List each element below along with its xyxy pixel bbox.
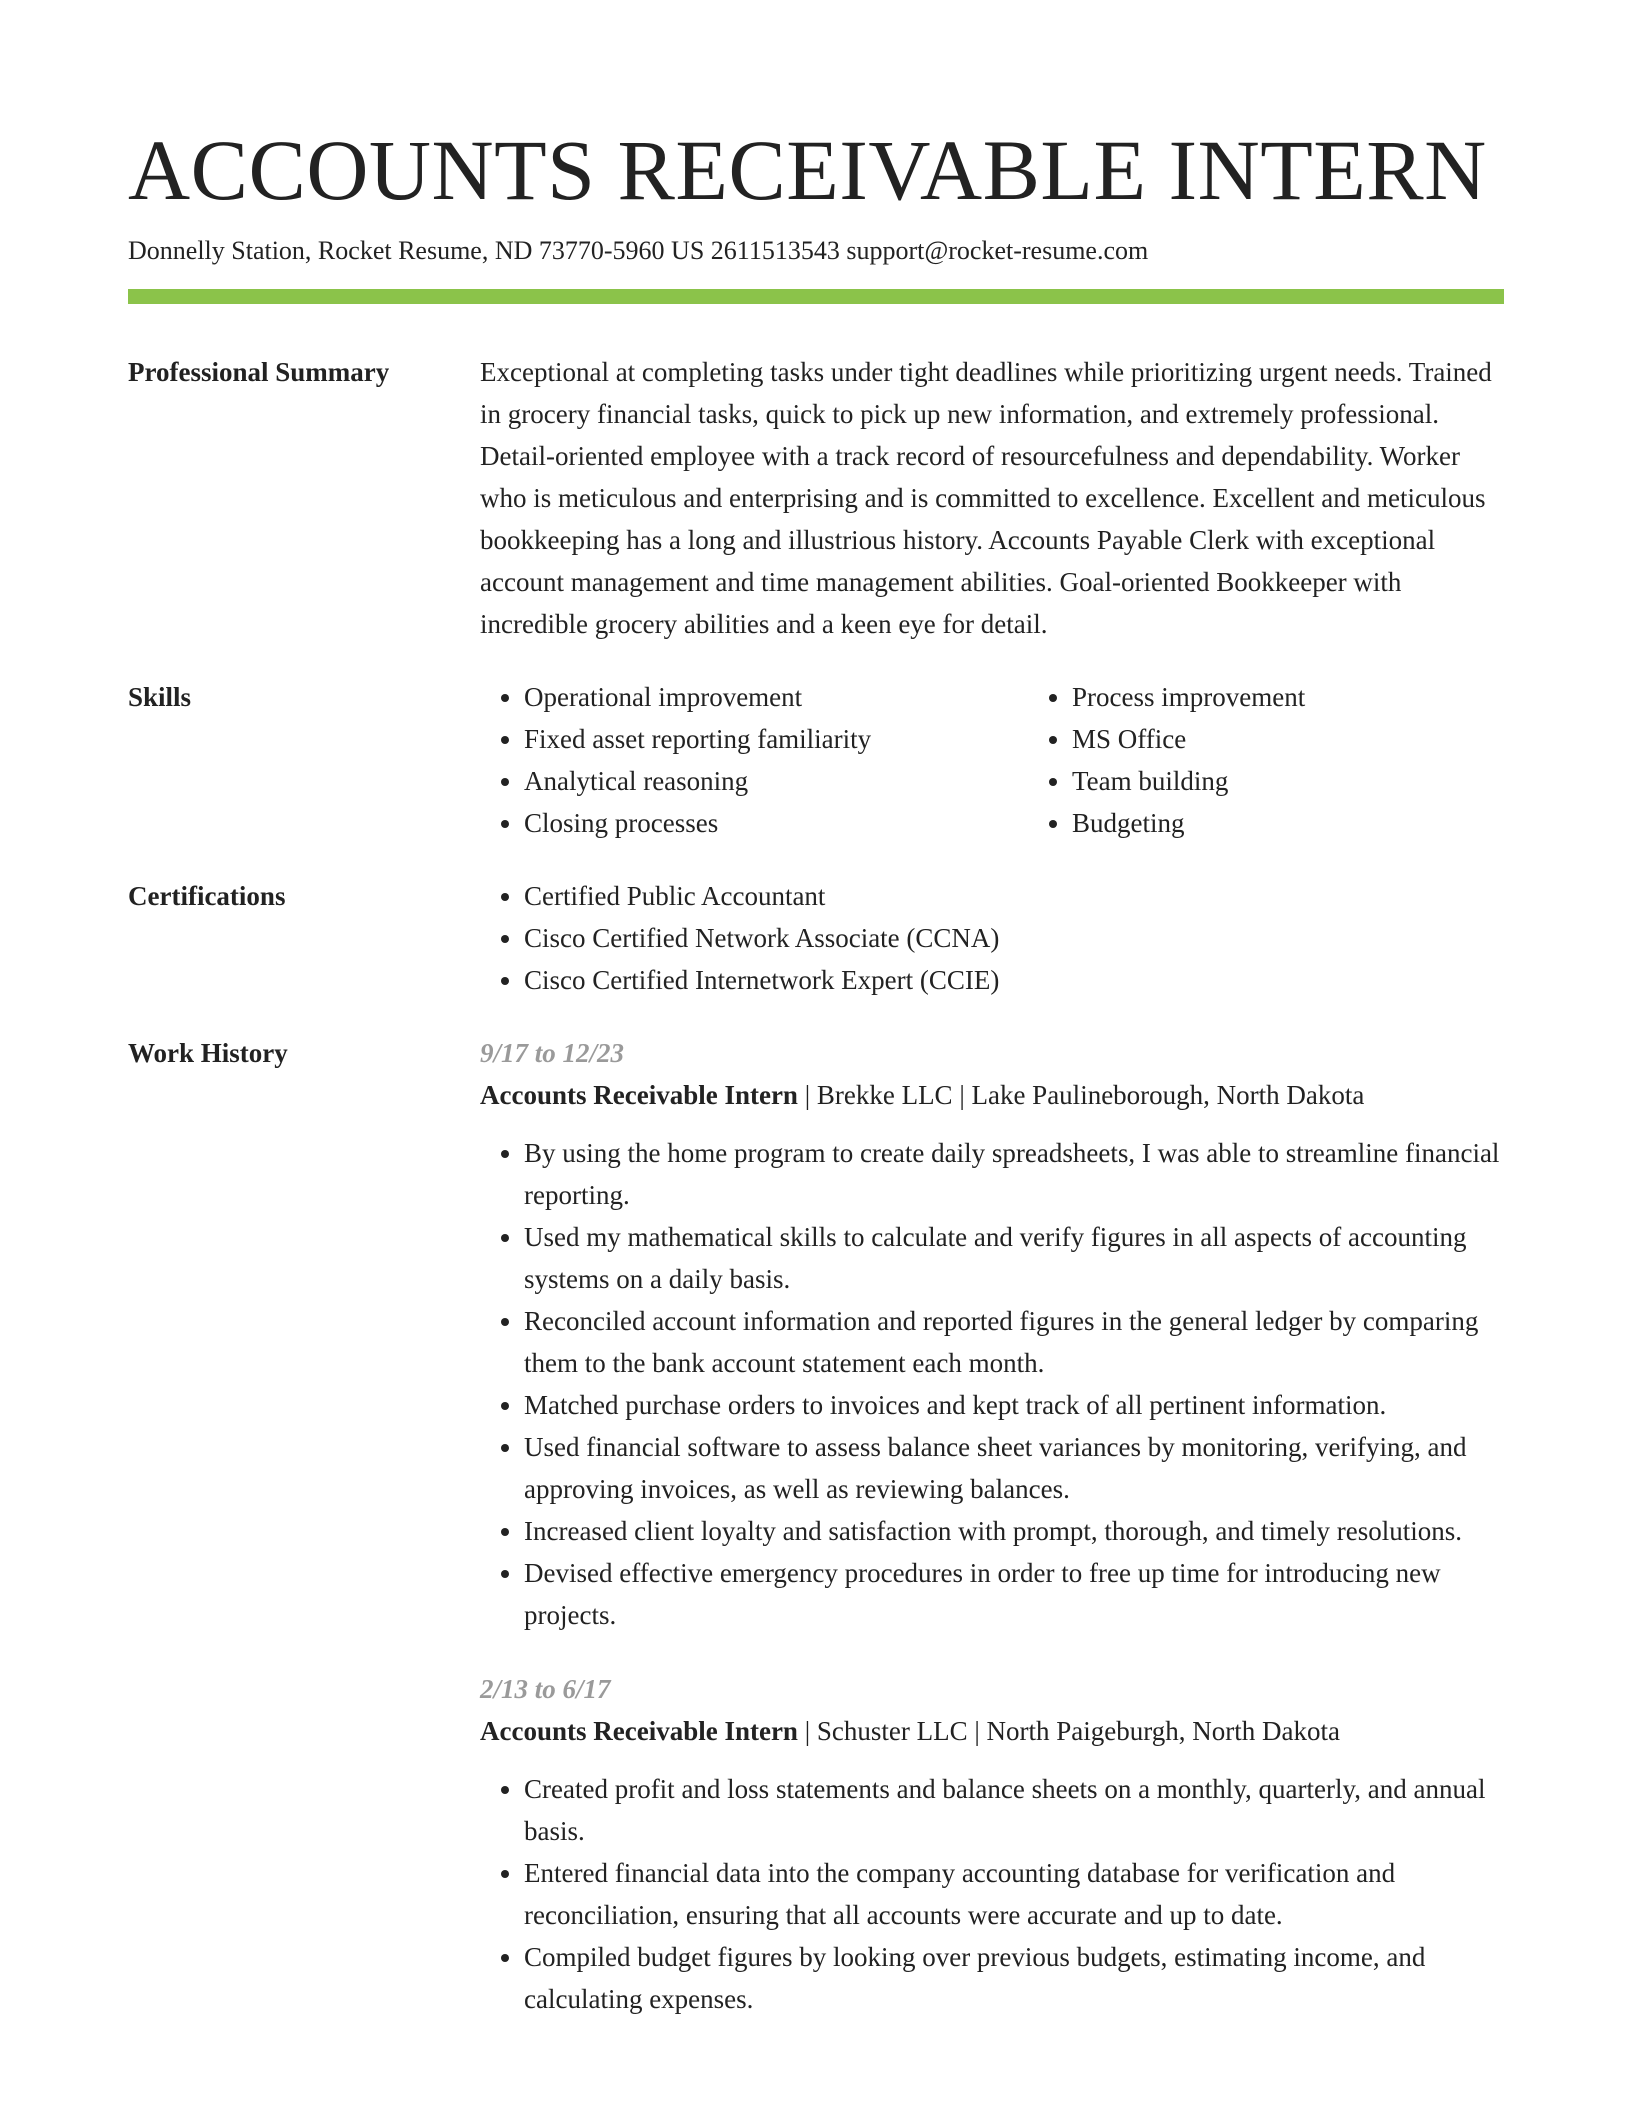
skill-item: • Process improvement — [1072, 676, 1504, 718]
job-duty: • Created profit and loss statements and balance sheets on a monthly, quarterly, and annual basis. — [524, 1768, 1504, 1852]
job-title: Accounts Receivable Intern — [480, 1080, 798, 1110]
header-divider — [128, 289, 1504, 304]
job-header — [480, 1074, 1504, 1116]
job-duty: • Used my mathematical skills to calculate and verify figures in all aspects of accounting systems on a daily basis. — [524, 1216, 1504, 1300]
section-heading: Professional Summary — [128, 357, 390, 387]
skill-item: • Analytical reasoning — [524, 760, 1028, 802]
skill-item: • Budgeting — [1072, 802, 1504, 844]
section-heading: Work History — [128, 1038, 288, 1068]
section-heading: Certifications — [128, 881, 286, 911]
job-entry — [480, 1032, 1504, 1636]
certifications-section — [128, 875, 1504, 1001]
certification-item: • Cisco Certified Internetwork Expert (CCIE) — [524, 959, 1504, 1001]
job-employer-location: | Schuster LLC | North Paigeburgh, North Dakota — [797, 1716, 1340, 1746]
certification-item: • Cisco Certified Network Associate (CCNA) — [524, 917, 1504, 959]
job-duty: • Reconciled account information and reported figures in the general ledger by comparing them to the bank account statement each month. — [524, 1300, 1504, 1384]
job-dates: 2/13 to 6/17 — [480, 1674, 611, 1704]
resume-title: ACCOUNTS RECEIVABLE INTERN — [128, 122, 1487, 218]
job-header — [480, 1710, 1504, 1752]
skill-item: • Team building — [1072, 760, 1504, 802]
job-dates: 9/17 to 12/23 — [480, 1038, 625, 1068]
certifications-list — [480, 875, 1504, 1001]
skill-item: • MS Office — [1072, 718, 1504, 760]
job-duty: • Matched purchase orders to invoices and kept track of all pertinent information. — [524, 1384, 1504, 1426]
job-duties-list — [480, 1768, 1504, 2020]
contact-line: Donnelly Station, Rocket Resume, ND 73770-5960 US 2611513543 support@rocket-resume.com — [128, 236, 1149, 265]
job-duty: • Compiled budget figures by looking over previous budgets, estimating income, and calculating expenses. — [524, 1936, 1504, 2020]
resume-page — [128, 118, 1504, 2020]
certification-item: • Certified Public Accountant — [524, 875, 1504, 917]
summary-section — [128, 351, 1504, 645]
job-duty: • Entered financial data into the company accounting database for verification and reconciliation, ensuring that all accounts were accurate and up to date. — [524, 1852, 1504, 1936]
summary-text: Exceptional at completing tasks under tight deadlines while prioritizing urgent needs. Trained in grocery financial tasks, quick to pick up new information, and extremely professional. Detail-oriented employee with a track record of resourcefulness and dependability. Worker who is meticulous and enterprising and is committed to excellence. Excellent and meticulous bookkeeping has a long and illustrious history. Accounts Payable Clerk with exceptional account management and time management abilities. Goal-oriented Bookkeeper with incredible grocery abilities and a keen eye for detail. — [480, 357, 1492, 639]
job-title: Accounts Receivable Intern — [480, 1716, 798, 1746]
job-employer-location: | Brekke LLC | Lake Paulineborough, North Dakota — [797, 1080, 1365, 1110]
skill-item: • Fixed asset reporting familiarity — [524, 718, 1028, 760]
job-duties-list — [480, 1132, 1504, 1636]
job-entry — [480, 1668, 1504, 2020]
skills-list-left — [480, 676, 1028, 844]
skills-section — [128, 676, 1504, 844]
skill-item: • Operational improvement — [524, 676, 1028, 718]
work-history-section — [128, 1032, 1504, 2020]
section-heading: Skills — [128, 682, 192, 712]
skill-item: • Closing processes — [524, 802, 1028, 844]
job-duty: • Used financial software to assess balance sheet variances by monitoring, verifying, and approving invoices, as well as reviewing balances. — [524, 1426, 1504, 1510]
job-duty: • By using the home program to create daily spreadsheets, I was able to streamline financial reporting. — [524, 1132, 1504, 1216]
job-duty: • Devised effective emergency procedures in order to free up time for introducing new projects. — [524, 1552, 1504, 1636]
skills-list-right — [1028, 676, 1504, 844]
job-duty: • Increased client loyalty and satisfaction with prompt, thorough, and timely resolutions. — [524, 1510, 1504, 1552]
